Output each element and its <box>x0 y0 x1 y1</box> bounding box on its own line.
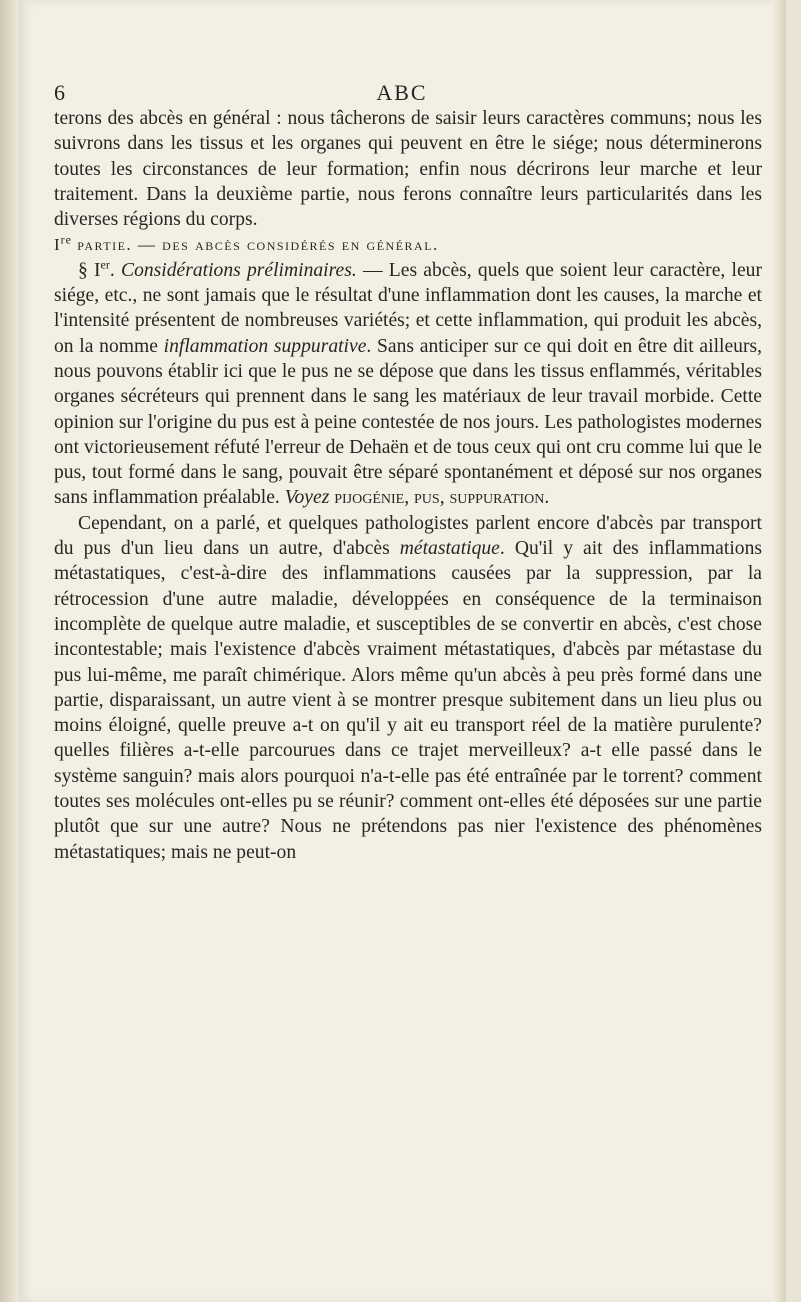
part-numeral-sup: re <box>60 232 72 247</box>
intro-paragraph: terons des abcès en général : nous tâcherons de saisir leurs caractères communs; nous les suivrons dans les tissus et les organes qui peuvent en être le siége; nous déterminerons toutes les circonstances de leur formation; enfin nous décrirons leur marche et leur traitement. Dans la deuxième partie, nous ferons connaître leurs particularités dans les diverses régions du corps. <box>54 108 762 231</box>
section-text-a: Les abcès, quels que soient leur caractère, leur siége, etc., ne sont jamais que le résultat d'une inflammation dont les causes, la marche et l'intensité présentent de nombreuses variétés; et cette inflammation, qui produit les abcès, on la nomme <box>54 259 762 357</box>
metastasis-paragraph <box>54 511 762 865</box>
p3-text-b: . Qu'il y ait des inflammations métastatiques, c'est-à-dire des inflammations causées par la suppression, par la rétrocession d'une autre maladie, développées en conséquence de la terminaison incomplète de quelque autre maladie, et susceptibles de se convertir en abcès, c'est chose incontestable; mais l'existence d'abcès vraiment métastatiques, d'abcès par métastase du pus lui-même, me paraît chimérique. Alors même qu'un abcès à peu près formé dans une partie, disparaissant, un autre vient à se montrer presque subitement dans un lieu plus ou moins éloigné, quelle preuve a-t on qu'il y ait eu transport réel de la matière purulente? quelles filières a-t-elle parcourues dans ce trajet merveilleux? a-t elle passé dans le système sanguin? mais alors pourquoi n'a-t-elle pas été entraînée par le torrent? comment toutes ses molécules ont-elles pu se réunir? comment ont-elles été déposées sur une partie plutôt que sur une autre? Nous ne prétendons pas nier l'existence des phénomènes métastatiques; mais ne peut-on <box>54 538 762 863</box>
page-number: 6 <box>54 80 65 105</box>
p3-term: métastatique <box>399 538 500 560</box>
section-dash: — <box>356 259 389 281</box>
running-title: ABC <box>376 80 428 105</box>
section-symbol: § I <box>78 259 101 281</box>
p3-text-a: Cependant, on a parlé, et quelques pathologistes parlent encore d'abcès par transport du pus d'un lieu dans un autre, d'abcès <box>54 512 762 560</box>
section-paragraph: § Ier. Considérations préliminaires. — Les abcès, quels que soient leur caractère, leur siége, etc., ne sont jamais que le résultat d'une inflammation dont les causes, la marche et l'intensité présentent de nombreuses variétés; et cette inflammation, qui produit les abcès, on la nomme inflammation suppurative. Sans anticiper sur ce qui doit en être dit ailleurs, nous pouvons établir ici que le pus ne se dépose que dans les tissus enflammés, véritables organes sécréteurs qui prennent dans le sang les matériaux de leur travail morbide. Cette opinion sur l'origine du pus est à peine contestée de nos jours. Les pathologistes modernes ont victorieusement réfuté l'erreur de Dehaën et de tous ceux qui ont cru comme lui que le pus, tout formé dans le sang, pouvait être séparé spontanément et déposé sur nos organes sans inflammation préalable. Voyez pijogénie, pus, suppuration. <box>54 257 762 509</box>
section-symbol-sup: er <box>100 257 110 272</box>
part-heading-label: partie. — des abcès considérés en général. <box>77 235 439 255</box>
section-title: Considérations préliminaires. <box>121 259 357 281</box>
part-numeral: I <box>54 235 61 255</box>
section-text-b: . Sans anticiper sur ce qui doit en être dit ailleurs, nous pouvons établir ici que le pus ne se dépose que dans les tissus enflammés, véritables organes sécréteurs qui prennent dans le sang les matériaux de leur travail morbide. Cette opinion sur l'origine du pus est à peine contestée de nos jours. Les pathologistes modernes ont victorieusement réfuté l'erreur de Dehaën et de tous ceux qui ont cru comme lui que le pus, tout formé dans le sang, pouvait être séparé spontanément et déposé sur nos organes sans inflammation préalable. <box>54 335 762 509</box>
cross-references: pijogénie, pus, suppuration. <box>329 487 550 509</box>
page-text <box>54 106 762 865</box>
page-edge <box>771 0 786 1302</box>
voyez-reference: Voyez <box>284 487 330 509</box>
book-gutter <box>0 0 18 1302</box>
book-page <box>18 0 786 1302</box>
section-term: inflammation suppurative <box>163 335 367 357</box>
page-header <box>18 80 786 108</box>
part-heading <box>54 232 762 257</box>
